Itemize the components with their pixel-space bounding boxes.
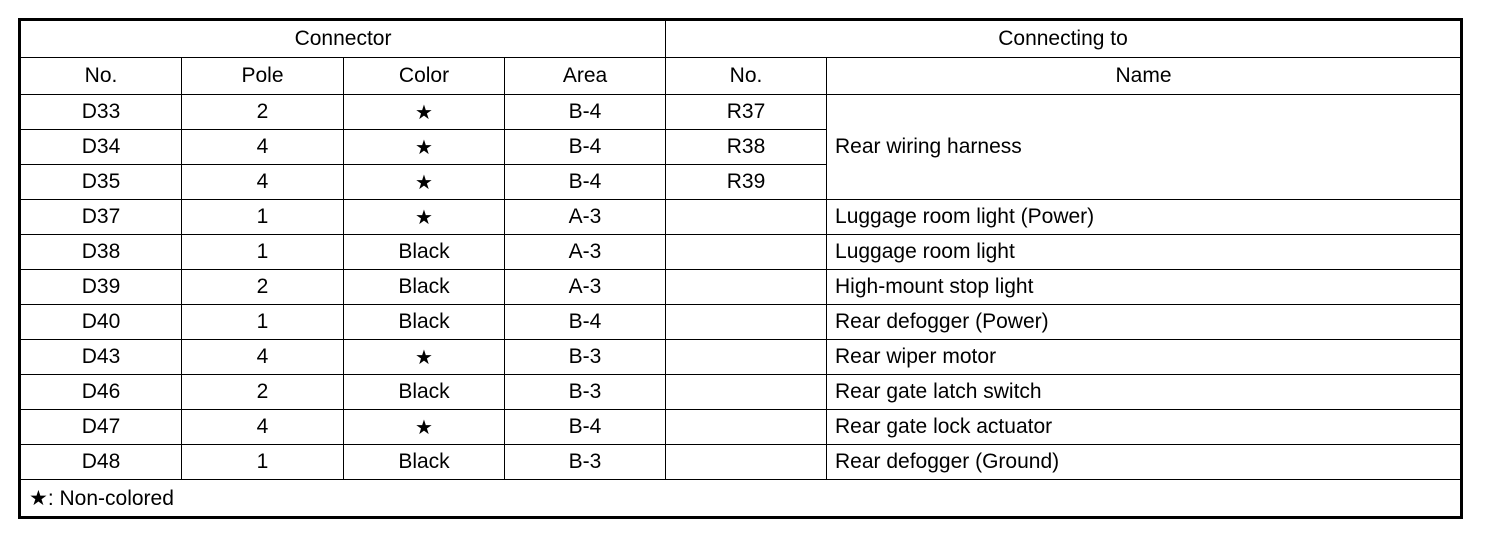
cell-to-no [666, 410, 827, 445]
cell-area: B-3 [505, 340, 666, 375]
cell-area: B-4 [505, 130, 666, 165]
cell-name: Luggage room light (Power) [827, 200, 1462, 235]
cell-name: Rear wiper motor [827, 340, 1462, 375]
cell-no: D33 [20, 95, 182, 130]
cell-to-no [666, 340, 827, 375]
cell-to-no [666, 235, 827, 270]
cell-name: Luggage room light [827, 235, 1462, 270]
footnote-non-colored: ★: Non-colored [20, 480, 1462, 518]
cell-pole: 2 [182, 375, 344, 410]
cell-area: B-4 [505, 165, 666, 200]
cell-pole: 4 [182, 130, 344, 165]
cell-pole: 1 [182, 200, 344, 235]
cell-color: ★ [344, 130, 505, 165]
table-row [20, 200, 1462, 235]
cell-name: Rear gate latch switch [827, 375, 1462, 410]
table-row [20, 235, 1462, 270]
col-header-to-no: No. [666, 58, 827, 95]
cell-area: A-3 [505, 235, 666, 270]
cell-pole: 2 [182, 270, 344, 305]
cell-color: ★ [344, 410, 505, 445]
cell-name: Rear gate lock actuator [827, 410, 1462, 445]
cell-color: ★ [344, 165, 505, 200]
cell-color: ★ [344, 340, 505, 375]
cell-name: Rear defogger (Ground) [827, 445, 1462, 480]
table-row [20, 375, 1462, 410]
cell-color: Black [344, 375, 505, 410]
cell-no: D46 [20, 375, 182, 410]
cell-no: D39 [20, 270, 182, 305]
col-header-pole: Pole [182, 58, 344, 95]
connecting-to-group-header: Connecting to [666, 20, 1462, 58]
col-header-no: No. [20, 58, 182, 95]
cell-no: D40 [20, 305, 182, 340]
cell-to-no: R38 [666, 130, 827, 165]
table-row [20, 445, 1462, 480]
cell-no: D43 [20, 340, 182, 375]
cell-to-no [666, 270, 827, 305]
table-row [20, 270, 1462, 305]
cell-area: B-4 [505, 410, 666, 445]
cell-color: ★ [344, 200, 505, 235]
connector-table [18, 18, 1463, 519]
column-header-row [20, 58, 1462, 95]
footnote-row [20, 480, 1462, 518]
cell-to-no: R39 [666, 165, 827, 200]
cell-color: Black [344, 270, 505, 305]
cell-pole: 1 [182, 445, 344, 480]
cell-pole: 1 [182, 235, 344, 270]
cell-name-rear-wiring-harness: Rear wiring harness [827, 95, 1462, 200]
cell-pole: 2 [182, 95, 344, 130]
cell-name: Rear defogger (Power) [827, 305, 1462, 340]
cell-pole: 4 [182, 340, 344, 375]
cell-area: B-3 [505, 375, 666, 410]
cell-pole: 1 [182, 305, 344, 340]
col-header-name: Name [827, 58, 1462, 95]
cell-no: D48 [20, 445, 182, 480]
cell-color: ★ [344, 95, 505, 130]
cell-pole: 4 [182, 410, 344, 445]
cell-area: A-3 [505, 200, 666, 235]
col-header-color: Color [344, 58, 505, 95]
cell-to-no [666, 445, 827, 480]
table-row [20, 340, 1462, 375]
cell-color: Black [344, 305, 505, 340]
cell-area: B-3 [505, 445, 666, 480]
cell-no: D35 [20, 165, 182, 200]
cell-no: D47 [20, 410, 182, 445]
cell-no: D34 [20, 130, 182, 165]
cell-no: D37 [20, 200, 182, 235]
group-header-row [20, 20, 1462, 58]
cell-to-no [666, 375, 827, 410]
cell-to-no [666, 200, 827, 235]
cell-area: B-4 [505, 305, 666, 340]
cell-area: B-4 [505, 95, 666, 130]
cell-pole: 4 [182, 165, 344, 200]
cell-color: Black [344, 445, 505, 480]
cell-color: Black [344, 235, 505, 270]
cell-area: A-3 [505, 270, 666, 305]
cell-name: High-mount stop light [827, 270, 1462, 305]
cell-no: D38 [20, 235, 182, 270]
cell-to-no [666, 305, 827, 340]
table-row [20, 410, 1462, 445]
table-row [20, 305, 1462, 340]
col-header-area: Area [505, 58, 666, 95]
table-row [20, 95, 1462, 130]
connector-group-header: Connector [20, 20, 666, 58]
cell-to-no: R37 [666, 95, 827, 130]
